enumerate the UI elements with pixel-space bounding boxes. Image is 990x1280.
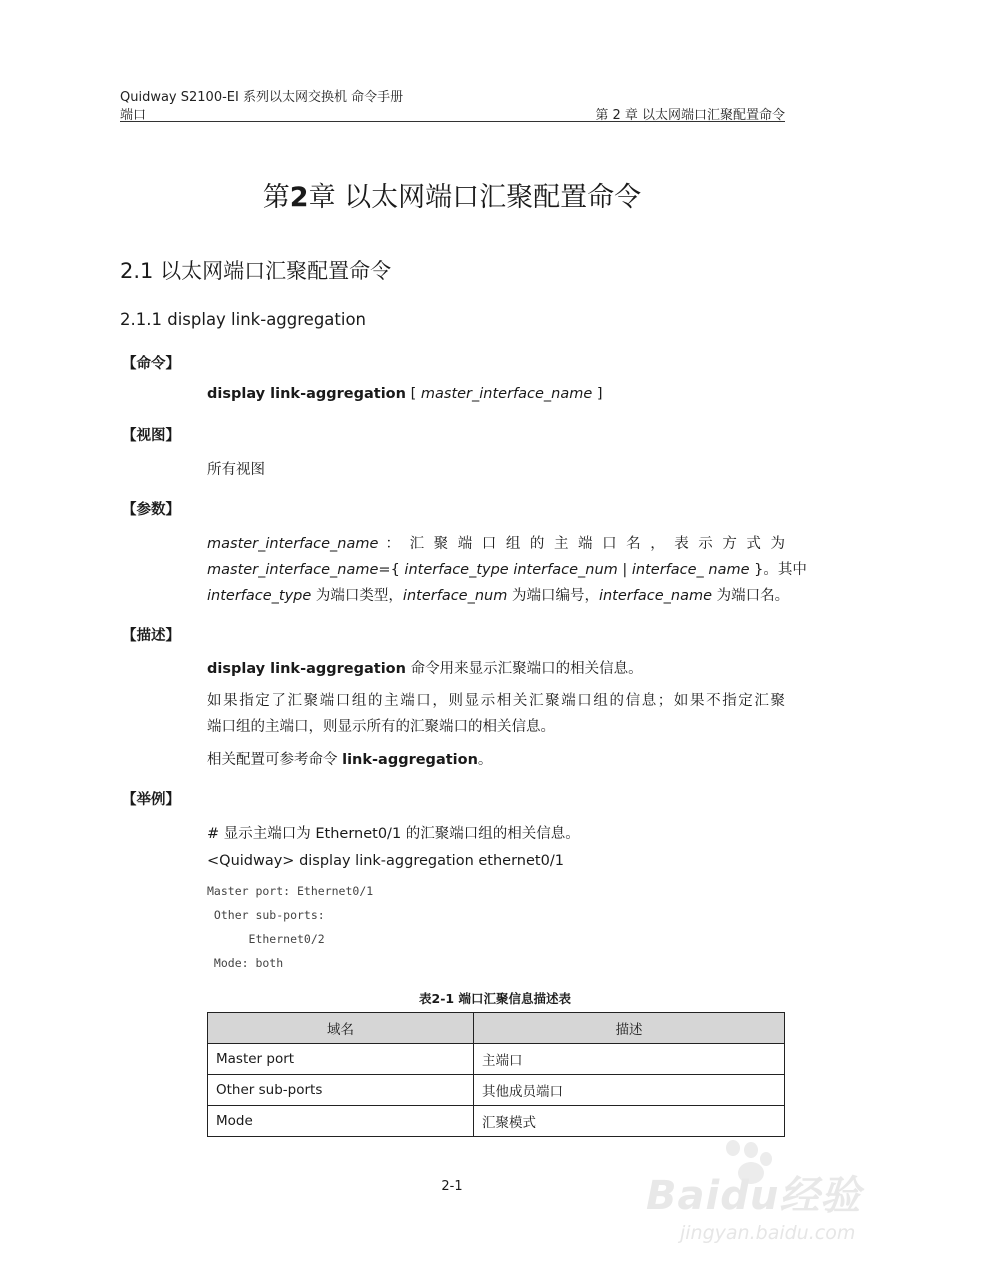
params-line-1: master_interface_name ： 汇 聚 端 口 组 的 主 端 口 名 ， 表 示 方 式 为 — [207, 536, 785, 552]
description-line-2: 如果指定了汇聚端口组的主端口，则显示相关汇聚端口组的信息；如果不指定汇聚 — [207, 693, 785, 709]
description-line-1: display link-aggregation 命令用来显示汇聚端口的相关信息。 — [207, 661, 643, 677]
example-output-line: Ethernet0/2 — [207, 932, 325, 946]
table-row — [208, 1044, 785, 1075]
label-view: 【视图】 — [122, 428, 180, 444]
command-syntax: display link-aggregation [ master_interface_name ] — [207, 386, 603, 402]
paw-icon — [744, 1142, 758, 1158]
table-row — [208, 1106, 785, 1137]
label-description: 【描述】 — [122, 628, 180, 644]
description-line-4: 相关配置可参考命令 link-aggregation。 — [207, 752, 493, 768]
example-output-line: Mode: both — [207, 956, 284, 970]
example-command: <Quidway> display link-aggregation ethernet0/1 — [207, 853, 564, 869]
table-caption: 表2-1 端口汇聚信息描述表 — [419, 991, 571, 1006]
table-cell: 汇聚模式 — [474, 1106, 785, 1137]
description-line-3: 端口组的主端口，则显示所有的汇聚端口的相关信息。 — [207, 719, 555, 735]
paw-icon — [726, 1140, 740, 1156]
table-cell: 其他成员端口 — [474, 1075, 785, 1106]
table-header-cell: 域名 — [208, 1013, 474, 1044]
watermark-url: jingyan.baidu.com — [680, 1222, 856, 1244]
header-chapter: 第 2 章 以太网端口汇聚配置命令 — [595, 108, 785, 123]
example-output-line: Master port: Ethernet0/1 — [207, 884, 374, 898]
section-title: 2.1 以太网端口汇聚配置命令 — [120, 259, 392, 283]
table-cell: Mode — [208, 1106, 474, 1137]
view-text: 所有视图 — [207, 462, 265, 478]
example-output-line: Other sub-ports: — [207, 908, 325, 922]
header-doc-title: Quidway S2100-EI 系列以太网交换机 命令手册 — [120, 90, 404, 105]
chapter-title: 第2章 以太网端口汇聚配置命令 — [262, 182, 642, 213]
table-header-cell: 描述 — [474, 1013, 785, 1044]
table-header-row — [208, 1013, 785, 1044]
label-params: 【参数】 — [122, 502, 180, 518]
table-cell: 主端口 — [474, 1044, 785, 1075]
params-line-2: master_interface_name={ interface_type interface_num | interface_ name }。其中 — [207, 562, 807, 578]
label-example: 【举例】 — [122, 792, 180, 808]
label-command: 【命令】 — [122, 356, 180, 372]
table-row — [208, 1075, 785, 1106]
watermark-brand: Baidu经验 — [646, 1173, 862, 1219]
subsection-title: 2.1.1 display link-aggregation — [120, 310, 367, 329]
header-rule — [120, 121, 785, 122]
page-number: 2-1 — [441, 1179, 463, 1194]
baidu-jingyan-watermark — [640, 1140, 860, 1250]
example-comment: # 显示主端口为 Ethernet0/1 的汇聚端口组的相关信息。 — [207, 826, 580, 842]
table-cell: Master port — [208, 1044, 474, 1075]
table-cell: Other sub-ports — [208, 1075, 474, 1106]
params-line-3: interface_type 为端口类型，interface_num 为端口编号，interface_name 为端口名。 — [207, 588, 790, 604]
field-description-table — [207, 1012, 785, 1137]
header-part: 端口 — [120, 108, 147, 123]
